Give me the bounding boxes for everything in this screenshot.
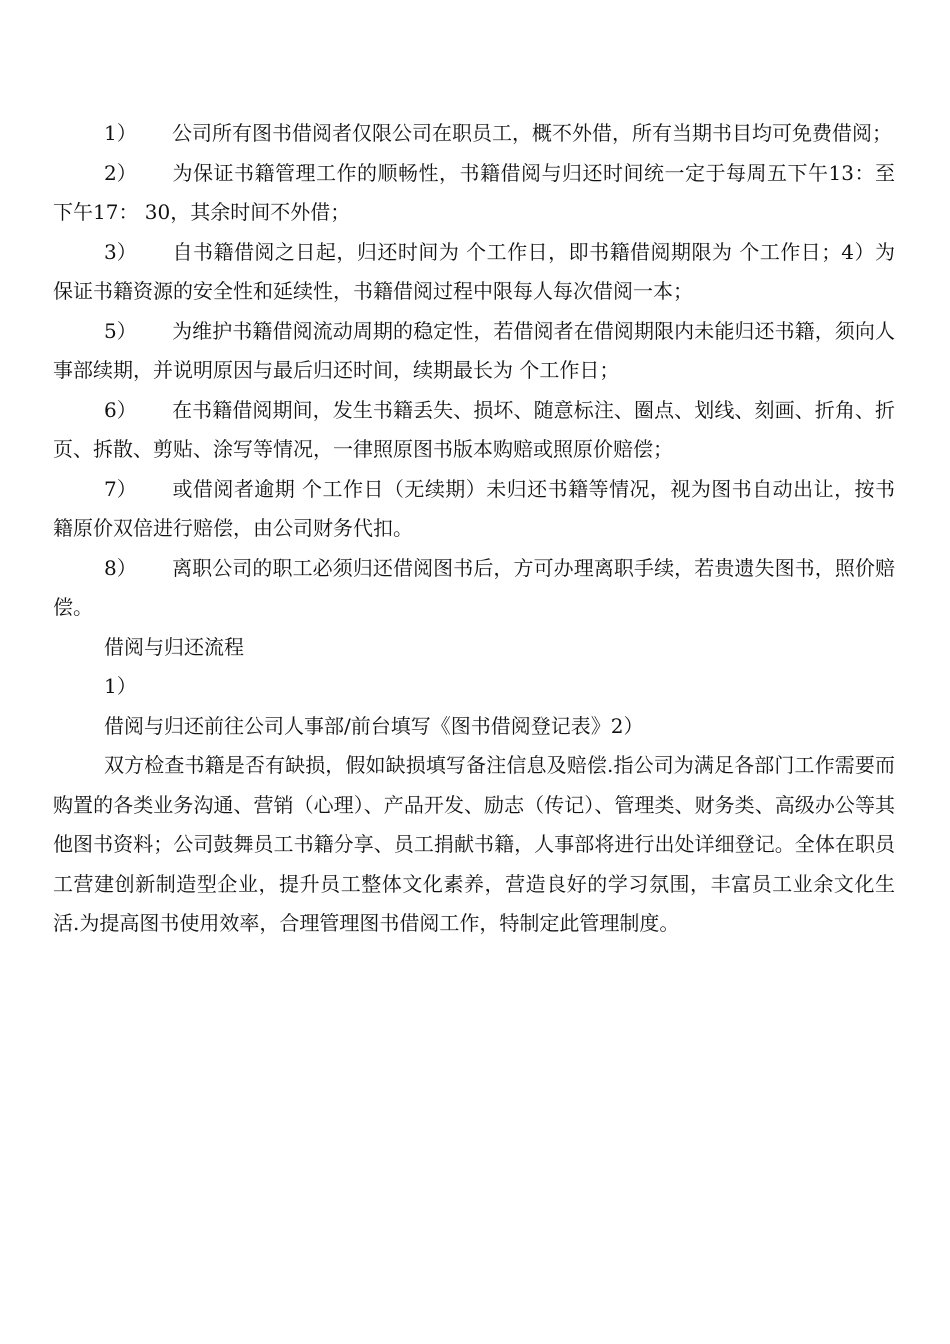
rule-number: 7） xyxy=(104,476,137,501)
step-number: 1） xyxy=(104,674,137,698)
rule-item-5 xyxy=(53,312,895,391)
rule-item-2 xyxy=(53,154,895,233)
rule-text: 或借阅者逾期 个工作日（无续期）未归还书籍等情况，视为图书自动出让，按书籍原价双倍进行赔偿，由公司财务代扣。 xyxy=(53,476,895,540)
rule-item-8 xyxy=(53,549,895,628)
rule-item-7 xyxy=(53,470,895,549)
rule-text: 公司所有图书借阅者仅限公司在职员工，概不外借，所有当期书目均可免费借阅； xyxy=(172,121,892,145)
rule-text: 离职公司的职工必须归还借阅图书后，方可办理离职手续，若贵遗失图书，照价赔偿。 xyxy=(53,555,895,619)
rule-item-3 xyxy=(53,233,895,312)
final-paragraph: 双方检查书籍是否有缺损，假如缺损填写备注信息及赔偿.指公司为满足各部门工作需要而购置的各类业务沟通、营销（心理）、产品开发、励志（传记）、管理类、财务类、高级办公等其他图书资料；公司鼓舞员工书籍分享、员工捐献书籍，人事部将进行出处详细登记。全体在职员工营建创新制造型企业，提升员工整体文化素养，营造良好的学习氛围，丰富员工业余文化生活.为提高图书使用效率，合理管理图书借阅工作，特制定此管理制度。 xyxy=(53,753,895,935)
rule-number: 6） xyxy=(104,397,137,422)
rule-text: 自书籍借阅之日起，归还时间为 个工作日，即书籍借阅期限为 个工作日；4）为保证书籍资源的安全性和延续性，书籍借阅过程中限每人每次借阅一本； xyxy=(53,239,895,303)
step-text: 借阅与归还前往公司人事部/前台填写《图书借阅登记表》2） xyxy=(104,713,644,738)
rule-number: 8） xyxy=(104,555,137,580)
rule-text: 为保证书籍管理工作的顺畅性，书籍借阅与归还时间统一定于每周五下午13：至下午17： 30，其余时间不外借； xyxy=(53,160,895,224)
rule-number: 5） xyxy=(104,318,137,343)
rule-number: 1） xyxy=(104,121,137,145)
rule-text: 在书籍借阅期间，发生书籍丢失、损坏、随意标注、圈点、划线、刻画、折角、折页、拆散、剪贴、涂写等情况，一律照原图书版本购赔或照原价赔偿； xyxy=(53,397,895,461)
rule-number: 3） xyxy=(104,239,137,264)
rule-number: 2） xyxy=(104,160,137,185)
section-title: 借阅与归还流程 xyxy=(104,634,244,659)
document-page xyxy=(53,114,895,944)
rule-text: 为维护书籍借阅流动周期的稳定性，若借阅者在借阅期限内未能归还书籍，须向人事部续期，并说明原因与最后归还时间，续期最长为 个工作日； xyxy=(53,318,895,382)
rule-item-1 xyxy=(53,114,895,154)
rule-item-6 xyxy=(53,391,895,470)
